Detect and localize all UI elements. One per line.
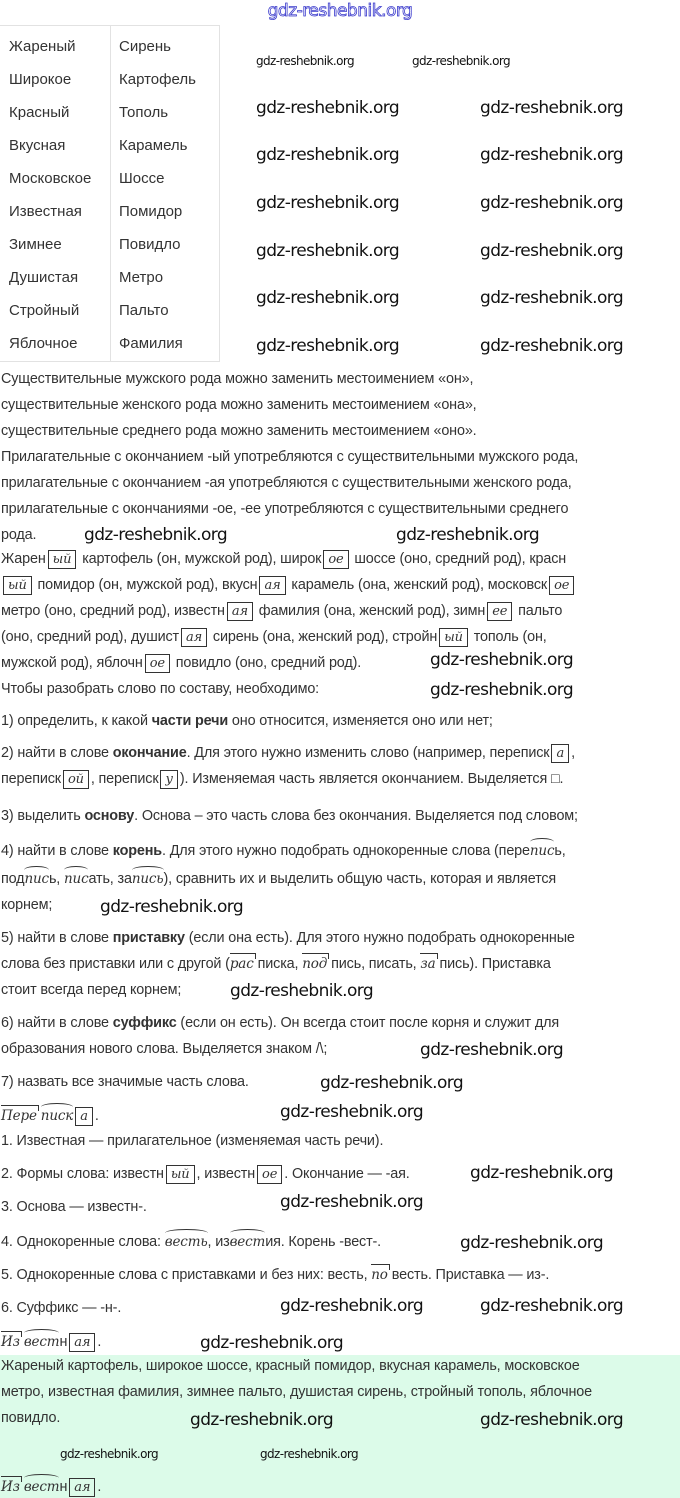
ending-box: у <box>160 770 177 789</box>
text-line <box>1 1197 147 1217</box>
watermark: gdz-reshebnik.org <box>412 54 510 68</box>
text: . Для этого нужно подобрать однокоренные слова (пере <box>162 843 530 859</box>
watermark: gdz-reshebnik.org <box>256 193 400 213</box>
text: образования нового слова. Выделяется знаком /\; <box>1 1041 328 1057</box>
text-line <box>1 447 578 467</box>
ending-box: а <box>75 1107 93 1126</box>
root-mark: вест <box>229 1234 266 1250</box>
watermark: gdz-reshebnik.org <box>280 1296 424 1316</box>
watermark: gdz-reshebnik.org <box>420 1040 564 1060</box>
text: существительные среднего рода можно заменить местоимением «оно». <box>1 423 477 439</box>
ending-box: ый <box>166 1165 195 1184</box>
watermark: gdz-reshebnik.org <box>190 1410 334 1430</box>
watermark: gdz-reshebnik.org <box>256 145 400 165</box>
text: 6) найти в слове <box>1 1015 113 1031</box>
text: . Основа – это часть слова без окончания. Выделяется под словом; <box>134 808 578 824</box>
prefix-mark: рас <box>230 956 258 972</box>
text: , переписк <box>90 771 159 787</box>
text-line <box>1 627 547 647</box>
bold-term: корень <box>112 843 162 859</box>
text: ), сравнить их и выделить общую часть, которая и является <box>163 871 557 887</box>
text-line <box>1 1408 60 1428</box>
text: 1. Известная — прилагательное (изменяемая часть речи). <box>1 1133 384 1149</box>
watermark: gdz-reshebnik.org <box>256 98 400 118</box>
text-line <box>1 869 556 889</box>
table-cell: Тополь <box>119 104 169 121</box>
watermark: gdz-reshebnik.org <box>480 1296 624 1316</box>
text-line <box>1 575 576 595</box>
text: картофель (он, мужской род), широк <box>78 551 322 567</box>
bold-term: суффикс <box>112 1015 177 1031</box>
text-line <box>1 1013 559 1033</box>
ending-box: ый <box>48 550 77 569</box>
text: прилагательные с окончаниями -ое, -ее употребляются с существительными среднего <box>1 501 569 517</box>
text-line <box>1 743 575 763</box>
text: . <box>97 1334 102 1350</box>
text-line <box>1 1356 580 1376</box>
text-line <box>1 473 572 493</box>
watermark: gdz-reshebnik.org <box>480 288 624 308</box>
text: существительные женского рода можно заменить местоимением «она», <box>1 397 477 413</box>
prefix-mark: Из <box>1 1479 24 1495</box>
text-line <box>1 1106 99 1126</box>
table-cell: Повидло <box>119 236 181 253</box>
text-line <box>1 601 562 621</box>
watermark: gdz-reshebnik.org <box>280 1192 424 1212</box>
text: слова без приставки или с другой ( <box>1 956 230 972</box>
text-line <box>1 895 52 915</box>
text-line <box>1 1072 249 1092</box>
text: ). Изменяемая часть является окончанием. Выделяется □. <box>179 771 564 787</box>
text: 1) определить, к какой <box>1 713 152 729</box>
text-line <box>1 395 477 415</box>
text: ать, за <box>88 871 132 887</box>
watermark: gdz-reshebnik.org <box>480 241 624 261</box>
root-mark: пис <box>529 843 555 859</box>
table-cell: Московское <box>9 170 92 187</box>
table-cell: Зимнее <box>9 236 62 253</box>
root-mark: пись <box>131 871 164 887</box>
watermark: gdz-reshebnik.org <box>396 525 540 545</box>
text-line <box>1 954 551 974</box>
watermark: gdz-reshebnik.org <box>200 1333 344 1353</box>
watermark: gdz-reshebnik.org <box>430 680 574 700</box>
text: рода. <box>1 527 37 543</box>
text-line <box>1 679 319 699</box>
text-line <box>1 1298 121 1318</box>
watermark: gdz-reshebnik.org <box>280 1102 424 1122</box>
table-cell: Сирень <box>119 38 171 55</box>
bold-term: основу <box>84 808 135 824</box>
text: 6. Суффикс — -н-. <box>1 1300 122 1316</box>
watermark: gdz-reshebnik.org <box>470 1163 614 1183</box>
watermark: gdz-reshebnik.org <box>60 1447 158 1461</box>
text: Жарен <box>1 551 46 567</box>
text: помидор (он, мужской род), вкусн <box>33 577 258 593</box>
text-line <box>1 980 181 1000</box>
text: , известн <box>196 1166 256 1182</box>
text: . Для этого нужно изменить слово (например, переписк <box>186 745 550 761</box>
text: ь, <box>48 871 64 887</box>
watermark: gdz-reshebnik.org <box>256 288 400 308</box>
text-line <box>1 525 36 545</box>
watermark: gdz-reshebnik.org <box>230 981 374 1001</box>
text-line <box>1 1164 410 1184</box>
text: оно относится, изменяется оно или нет; <box>228 713 493 729</box>
ending-box: а <box>551 744 569 763</box>
text: 3. Основа — известн-. <box>1 1199 147 1215</box>
text: 5. Однокоренные слова с приставками и без них: весть, <box>1 1267 372 1283</box>
table-cell: Картофель <box>119 71 196 88</box>
text: фамилия (она, женский род), зимн <box>254 603 486 619</box>
ending-box: ое <box>257 1165 282 1184</box>
text: весть. Приставка — из-. <box>391 1267 550 1283</box>
text-line <box>1 841 566 861</box>
table-cell: Шоссе <box>119 170 165 187</box>
text: 5) найти в слове <box>1 930 113 946</box>
text-line <box>1 1477 101 1497</box>
table-cell: Метро <box>119 269 164 286</box>
ending-box: ый <box>3 576 32 595</box>
text-line <box>1 369 473 389</box>
root-mark: писк <box>40 1108 74 1124</box>
root-mark: пис <box>63 871 89 887</box>
watermark: gdz-reshebnik.org <box>480 1410 624 1430</box>
ending-box: ое <box>549 576 574 595</box>
text: 2. Формы слова: известн <box>1 1166 164 1182</box>
text-line <box>1 711 493 731</box>
prefix-mark: за <box>420 956 439 972</box>
text: шоссе (оно, средний род), красн <box>350 551 567 567</box>
ending-box: ое <box>323 550 348 569</box>
text: сирень (она, женский род), стройн <box>209 629 438 645</box>
text-line <box>1 421 477 441</box>
table-cell: Известная <box>9 203 82 220</box>
text: н <box>59 1334 68 1350</box>
text: Прилагательные с окончанием -ый употребляются с существительными мужского рода, <box>1 449 579 465</box>
ending-box: ая <box>259 576 285 595</box>
text: корнем; <box>1 897 53 913</box>
watermark: gdz-reshebnik.org <box>84 525 228 545</box>
text: 2) найти в слове <box>1 745 113 761</box>
table-cell: Помидор <box>119 203 183 220</box>
text: 4. Однокоренные слова: <box>1 1234 165 1250</box>
table-cell: Красный <box>9 104 70 121</box>
watermark: gdz-reshebnik.org <box>480 145 624 165</box>
text-line <box>1 769 563 789</box>
text: карамель (она, женский род), московск <box>287 577 548 593</box>
text-line <box>1 1232 381 1252</box>
text: под <box>1 871 25 887</box>
table-cell: Карамель <box>119 137 188 154</box>
table-cell: Фамилия <box>119 335 183 352</box>
ending-box: ая <box>69 1333 95 1352</box>
text: повидло (оно, средний род). <box>171 655 362 671</box>
watermark: gdz-reshebnik.org <box>480 193 624 213</box>
text-line <box>1 928 575 948</box>
watermark: gdz-reshebnik.org <box>480 98 624 118</box>
text-line <box>1 653 361 673</box>
text: (если он есть). Он всегда стоит после корня и служит для <box>176 1015 559 1031</box>
watermark: gdz-reshebnik.org <box>256 241 400 261</box>
text-line <box>1 1332 101 1352</box>
table-cell: Вкусная <box>9 137 66 154</box>
text: метро (оно, средний род), известн <box>1 603 225 619</box>
text: пись). Приставка <box>439 956 551 972</box>
watermark: gdz-reshebnik.org <box>260 1447 358 1461</box>
prefix-mark: по <box>371 1267 392 1283</box>
text: ь, <box>554 843 566 859</box>
prefix-mark: Пере <box>1 1108 41 1124</box>
text-line <box>1 806 578 826</box>
text: Чтобы разобрать слово по составу, необходимо: <box>1 681 320 697</box>
text: пись, писать, <box>331 956 421 972</box>
text: . Окончание — -ая. <box>284 1166 410 1182</box>
root-mark: пис <box>24 871 49 887</box>
bold-term: части речи <box>151 713 229 729</box>
text: , <box>571 745 575 761</box>
root-mark: вест <box>23 1479 60 1495</box>
header-watermark: gdz-reshebnik.org <box>267 1 413 21</box>
ending-box: ее <box>487 602 512 621</box>
prefix-mark: под <box>302 956 331 972</box>
table-divider <box>110 26 111 361</box>
text: тополь (он, <box>469 629 547 645</box>
text: писка, <box>257 956 303 972</box>
text: (оно, средний род), душист <box>1 629 179 645</box>
prefix-mark: Из <box>1 1334 24 1350</box>
table-cell: Стройный <box>9 302 80 319</box>
text: переписк <box>1 771 61 787</box>
table-cell: Пальто <box>119 302 169 319</box>
watermark: gdz-reshebnik.org <box>320 1073 464 1093</box>
text-line <box>1 1382 592 1402</box>
watermark: gdz-reshebnik.org <box>100 897 244 917</box>
text: Существительные мужского рода можно заменить местоимением «он», <box>1 371 474 387</box>
bold-term: приставку <box>112 930 185 946</box>
table-cell: Жареный <box>9 38 76 55</box>
text: метро, известная фамилия, зимнее пальто, душистая сирень, стройный тополь, яблочное <box>1 1384 593 1400</box>
text: пальто <box>514 603 563 619</box>
ending-box: ая <box>227 602 253 621</box>
text: . <box>97 1479 102 1495</box>
watermark: gdz-reshebnik.org <box>256 54 354 68</box>
ending-box: ой <box>63 770 89 789</box>
watermark: gdz-reshebnik.org <box>460 1233 604 1253</box>
text: ия. Корень -вест-. <box>265 1234 382 1250</box>
ending-box: ое <box>145 654 170 673</box>
text: , из <box>207 1234 230 1250</box>
ending-box: ая <box>181 628 207 647</box>
text-line <box>1 1131 383 1151</box>
text: стоит всегда перед корнем; <box>1 982 182 998</box>
text-line <box>1 499 568 519</box>
watermark: gdz-reshebnik.org <box>480 336 624 356</box>
text-line <box>1 1265 549 1285</box>
text: повидло. <box>1 1410 61 1426</box>
table-cell: Широкое <box>9 71 72 88</box>
text: (если она есть). Для этого нужно подобрать однокоренные <box>184 930 575 946</box>
ending-box: ая <box>69 1478 95 1497</box>
text-line <box>1 1039 327 1059</box>
ending-box: ый <box>439 628 468 647</box>
text: прилагательные с окончанием -ая употребляются с существительными женского рода, <box>1 475 572 491</box>
text: . <box>94 1108 99 1124</box>
root-mark: вест <box>23 1334 60 1350</box>
watermark: gdz-reshebnik.org <box>256 336 400 356</box>
watermark: gdz-reshebnik.org <box>430 650 574 670</box>
table-cell: Душистая <box>9 269 79 286</box>
root-mark: весть <box>164 1234 208 1250</box>
text: мужской род), яблочн <box>1 655 143 671</box>
text-line <box>1 549 566 569</box>
bold-term: окончание <box>112 745 187 761</box>
text: 7) назвать все значимые часть слова. <box>1 1074 249 1090</box>
text: 4) найти в слове <box>1 843 113 859</box>
table-cell: Яблочное <box>9 335 78 352</box>
text: Жареный картофель, широкое шоссе, красный помидор, вкусная карамель, московское <box>1 1358 580 1374</box>
text: 3) выделить <box>1 808 85 824</box>
text: н <box>59 1479 68 1495</box>
